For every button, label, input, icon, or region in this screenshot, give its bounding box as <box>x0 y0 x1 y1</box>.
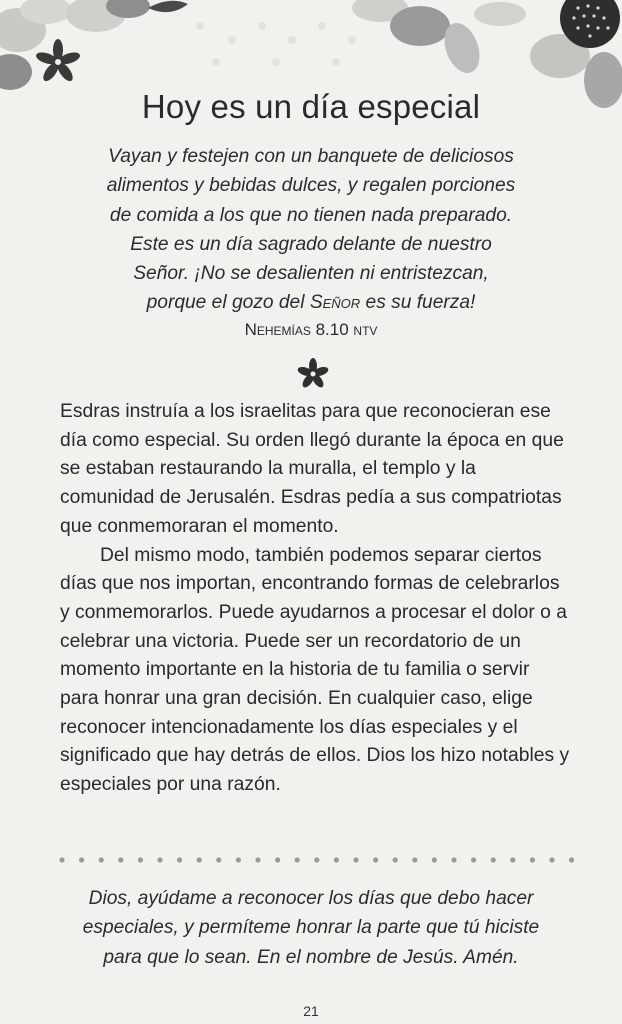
divider-dot <box>569 857 574 862</box>
verse-line <box>40 288 582 317</box>
verse-text: porque el gozo del <box>146 292 310 314</box>
divider-dot <box>138 857 143 862</box>
divider-dot <box>118 857 123 862</box>
verse-line: Vayan y festejen con un banquete de deliciosos <box>108 146 514 167</box>
divider-dot <box>255 857 260 862</box>
prayer-line: Dios, ayúdame a reconocer los días que debo hacer <box>88 888 534 909</box>
page-number: 21 <box>303 1003 319 1019</box>
divider-dot <box>412 857 417 862</box>
verse-line: alimentos y bebidas dulces, y regalen porciones <box>106 175 516 197</box>
prayer-line: para que lo sean. En el nombre de Jesús. Amén. <box>103 946 519 968</box>
divider-dot <box>334 857 339 862</box>
divider-dot <box>432 857 437 862</box>
divider-dot <box>373 857 378 862</box>
divider-dot <box>530 857 535 862</box>
divider-dot <box>393 857 398 862</box>
divider-dot <box>99 857 104 862</box>
divider-dot <box>275 857 280 862</box>
divider-dot <box>157 857 162 862</box>
devotional-body <box>60 398 570 800</box>
divider-dot <box>295 857 300 862</box>
divider-dot <box>353 857 358 862</box>
reference-book: Nehemías <box>244 320 311 339</box>
divider-dot <box>177 857 182 862</box>
scripture-verse <box>40 142 582 318</box>
flower-ornament-icon <box>294 358 332 390</box>
scripture-reference <box>0 320 622 340</box>
divider-dot <box>216 857 221 862</box>
divider-dot <box>549 857 554 862</box>
reference-version: ntv <box>353 320 378 339</box>
divider-dot <box>197 857 202 862</box>
divider-dot <box>236 857 241 862</box>
prayer-line: especiales, y permíteme honrar la parte que tú hiciste <box>82 917 540 939</box>
verse-text: es su fuerza! <box>360 292 476 314</box>
devotional-title: Hoy es un día especial <box>141 88 481 125</box>
lord-small-caps: Señor <box>309 292 361 314</box>
divider-dot <box>59 857 64 862</box>
verse-line: de comida a los que no tienen nada preparado. <box>109 204 513 226</box>
verse-line: Señor. ¡No se desalienten ni entristezcan, <box>133 263 489 285</box>
divider-dot <box>471 857 476 862</box>
divider-dot <box>451 857 456 862</box>
dotted-divider-icon <box>58 854 578 866</box>
closing-prayer <box>40 884 582 972</box>
divider-dot <box>510 857 515 862</box>
verse-line: Este es un día sagrado delante de nuestro <box>130 233 492 255</box>
divider-dot <box>79 857 84 862</box>
reference-chapter-verse: 8.10 <box>310 320 354 339</box>
divider-dot <box>491 857 496 862</box>
divider-dot <box>314 857 319 862</box>
body-paragraph: Esdras instruía a los israelitas para que reconocieran ese día como especial. Su orden llegó durante la época en que se estaban restaurando la muralla, el templo y la comunidad de Jerusalén. Esdras pedía a sus compatriotas que conmemoraran el momento. <box>60 401 564 537</box>
body-paragraph: Del mismo modo, también podemos separar ciertos días que nos importan, encontrando formas de celebrarlos y conmemorarlos. Puede ayudarnos a procesar el dolor o a celebrar una victoria. Puede ser un recordatorio de un momento importante en la historia de tu familia o servir para honrar una gran decisión. En cualquier caso, elige reconocer intencionadamente los días especiales y el significado que hay detrás de ellos. Dios los hizo notables y especiales por una razón. <box>60 544 570 796</box>
